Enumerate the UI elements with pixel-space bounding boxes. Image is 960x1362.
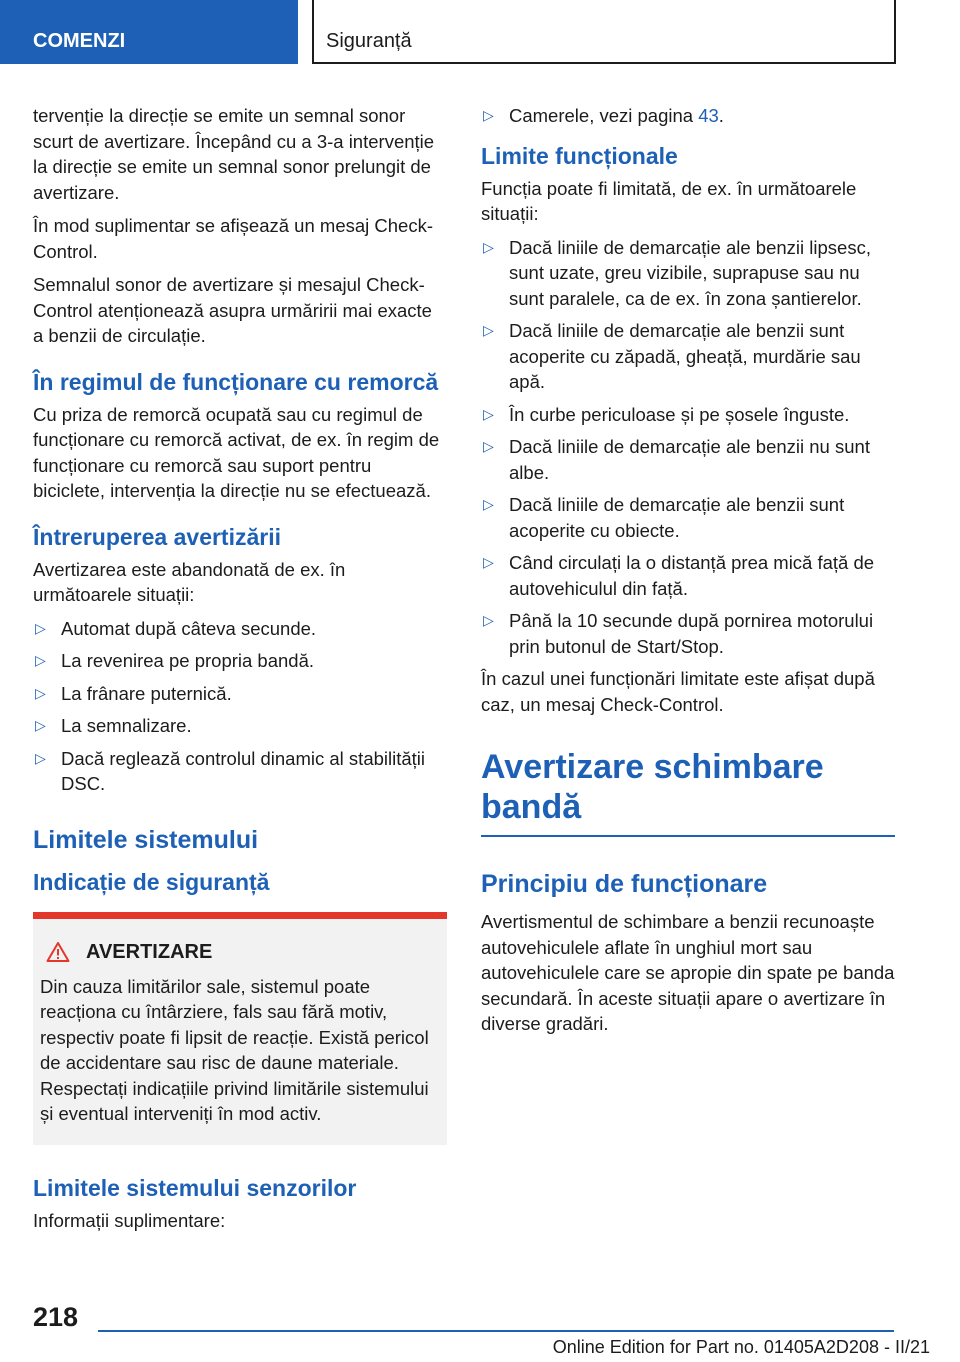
list-item: ▷ Automat după câteva secunde. xyxy=(33,616,447,642)
heading-functional-limits: Limite funcționale xyxy=(481,142,678,169)
interrupt-list xyxy=(33,616,447,797)
warning-text: Din cauza limitărilor sale, sistemul poate reacționa cu întârziere, fals sau fără motiv, respectiv poate fi lipsit de reacție. Există pericol de accidentare sau risc de daune materiale. Respectați indicațiile privind limitările sistemului și eventual interveniți în mod activ. xyxy=(40,975,429,1124)
camera-list xyxy=(481,103,895,129)
paragraph: Avertizarea este abandonată de ex. în următoarele situații: xyxy=(33,558,346,605)
triangle-bullet-icon: ▷ xyxy=(483,496,494,512)
page-number: 218 xyxy=(33,1302,79,1332)
heading-limits: Limitele sistemului xyxy=(33,825,259,854)
footer-edition: Online Edition for Part no. 01405A2D208 - II/21 xyxy=(552,1337,930,1357)
list-item: ▷ Dacă liniile de demarcație ale benzii sunt acoperite cu zăpadă, gheață, murdărie sau apă. xyxy=(483,320,861,392)
triangle-bullet-icon: ▷ xyxy=(483,554,494,570)
paragraph: Avertismentul de schimbare a benzii recunoaște autovehiculele aflate în unghiul mort sau autovehiculele care se apropie din spate pe banda secundară. În aceste situații apare o avertizare în diverse gradări. xyxy=(481,911,895,1034)
paragraph: Cu priza de remorcă ocupată sau cu regimul de funcționare cu remorcă activat, de ex. în regim de funcționare cu remorcă sau suport pentru biciclete, intervenția la direcție nu se efectuează. xyxy=(33,403,440,501)
list-item: ▷ Dacă liniile de demarcație ale benzii nu sunt albe. xyxy=(483,436,870,483)
section-tab: COMENZI xyxy=(0,0,298,64)
page-reference-link[interactable]: 43 xyxy=(698,105,719,126)
list-item: ▷ Dacă liniile de demarcație ale benzii sunt acoperite cu obiecte. xyxy=(483,494,845,541)
paragraph: În cazul unei funcționări limitate este afișat după caz, un mesaj Check-Control. xyxy=(481,668,875,715)
triangle-bullet-icon: ▷ xyxy=(35,652,46,668)
functional-limits-list xyxy=(481,235,895,660)
left-column xyxy=(33,103,447,1241)
list-item: ▷ În curbe periculoase și pe șosele înguste. xyxy=(481,402,895,428)
heading-principle: Principiu de funcționare xyxy=(481,870,768,898)
list-item: ▷ La frânare puternică. xyxy=(33,681,447,707)
triangle-bullet-icon: ▷ xyxy=(35,717,46,733)
paragraph: tervenție la direcție se emite un semnal sonor scurt de avertizare. Începând cu a 3-a intervenție la direcție se emite un semnal sonor prelungit de avertizare. xyxy=(33,105,435,203)
heading-trailer: În regimul de funcționare cu remorcă xyxy=(33,368,439,395)
warning-triangle-icon xyxy=(46,941,70,963)
list-item: ▷ Până la 10 secunde după pornirea motorului prin butonul de Start/Stop. xyxy=(483,610,874,657)
triangle-bullet-icon: ▷ xyxy=(483,238,494,255)
heading-main: Avertizare schimbare bandă xyxy=(481,747,895,837)
warning-box xyxy=(33,912,447,1145)
list-item: ▷ Camerele, vezi pagina 43. xyxy=(481,103,895,129)
paragraph: Funcția poate fi limitată, de ex. în următoarele situații: xyxy=(481,177,857,224)
triangle-bullet-icon: ▷ xyxy=(483,405,494,422)
footer-divider xyxy=(98,1330,894,1332)
triangle-bullet-icon: ▷ xyxy=(483,612,494,628)
triangle-bullet-icon: ▷ xyxy=(483,322,494,338)
list-item: ▷ Dacă liniile de demarcație ale benzii lipsesc, sunt uzate, greu vizibile, suprapuse sau nu sunt paralele, ca de ex. în zona șantierelor. xyxy=(483,236,871,309)
paragraph: Informații suplimentare: xyxy=(33,1209,226,1231)
triangle-bullet-icon: ▷ xyxy=(35,749,46,766)
list-item: ▷ Dacă reglează controlul dinamic al stabilității DSC. xyxy=(35,747,426,794)
list-item: ▷ La semnalizare. xyxy=(33,713,447,739)
triangle-bullet-icon: ▷ xyxy=(35,619,46,636)
heading-sensors: Limitele sistemului senzorilor xyxy=(33,1174,357,1201)
triangle-bullet-icon: ▷ xyxy=(483,438,494,454)
triangle-bullet-icon: ▷ xyxy=(35,684,46,701)
heading-interrupt: Întreruperea avertizării xyxy=(33,523,282,550)
paragraph: În mod suplimentar se afișează un mesaj Check-Control. xyxy=(33,215,433,262)
list-item: ▷ La revenirea pe propria bandă. xyxy=(33,648,447,674)
list-item: ▷ Când circulați la o distanță prea mică față de autovehiculul din față. xyxy=(483,552,875,599)
triangle-bullet-icon: ▷ xyxy=(483,107,494,123)
warning-title: AVERTIZARE xyxy=(86,940,213,963)
warning-header xyxy=(40,941,439,964)
paragraph: Semnalul sonor de avertizare și mesajul Check-Control atenționează asupra urmăririi mai exacte a benzii de circulație. xyxy=(33,274,432,346)
right-column xyxy=(481,103,895,1045)
chapter-title: Siguranță xyxy=(312,0,896,64)
heading-safety: Indicație de siguranță xyxy=(33,868,270,895)
